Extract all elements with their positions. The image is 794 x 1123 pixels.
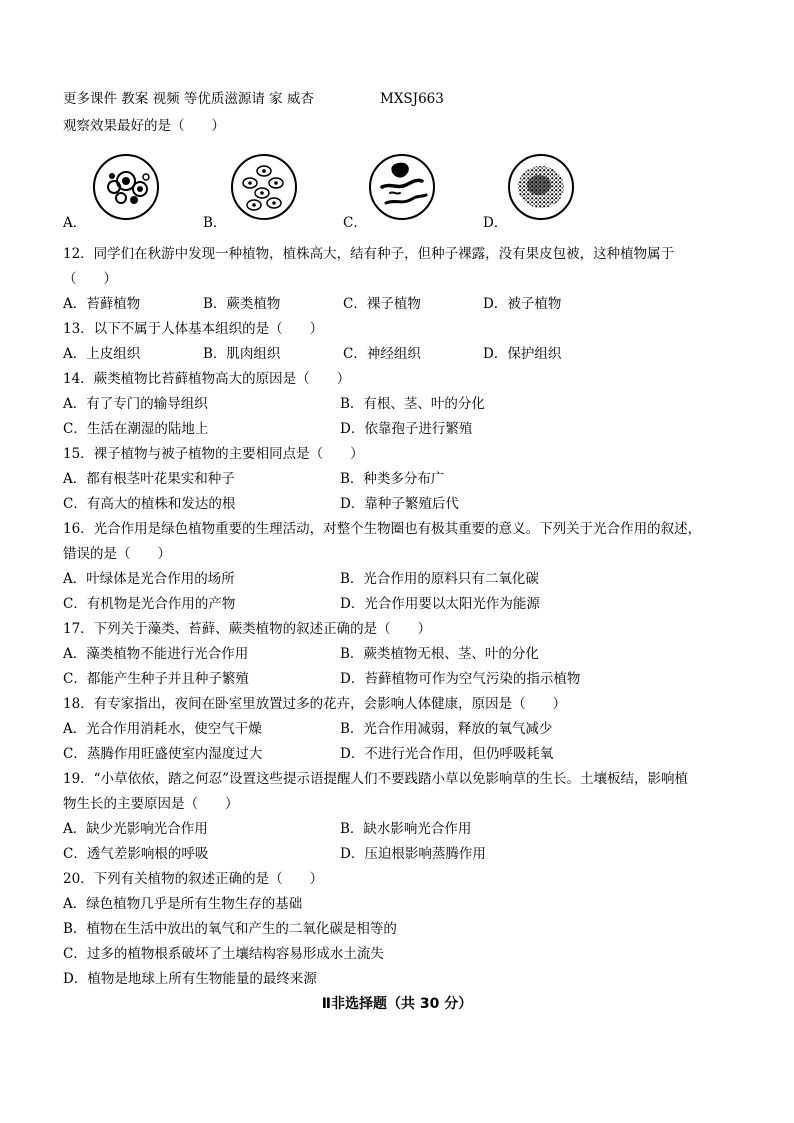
- q15-option-c: C．有高大的植株和发达的根: [63, 496, 236, 512]
- q16-stem-line2: 错误的是（ ）: [63, 546, 171, 562]
- q19-option-b: B．缺水影响光合作用: [340, 821, 472, 837]
- header-promo: 更多课件 教案 视频 等优质滋源请 家 威杏: [63, 91, 314, 107]
- microscope-view-a-image: [92, 153, 160, 221]
- q19-option-a: A．缺少光影响光合作用: [63, 821, 208, 837]
- q20-stem: 20．下列有关植物的叙述正确的是（ ）: [63, 871, 324, 887]
- q12-option-c: C．裸子植物: [343, 296, 421, 312]
- q13-option-c: C．神经组织: [343, 346, 421, 362]
- q18-option-b: B．光合作用减弱，释放的氧气减少: [340, 721, 553, 737]
- section-heading: Ⅱ非选择题（共 30 分）: [321, 996, 473, 1012]
- q18-option-a: A．光合作用消耗水，使空气干燥: [63, 721, 262, 737]
- q16-stem-line1: 16．光合作用是绿色植物重要的生理活动，对整个生物圈也有极其重要的意义。下列关于光合作用的叙述，: [63, 521, 702, 537]
- q13-option-a: A．上皮组织: [63, 346, 141, 362]
- q13-option-b: B．肌肉组织: [203, 346, 281, 362]
- q12-option-b: B．蕨类植物: [203, 296, 281, 312]
- q15-option-a: A．都有根茎叶花果实和种子: [63, 471, 235, 487]
- q19-stem-line1: 19．“小草依依，踏之何忍”设置这些提示语提醒人们不要践踏小草以免影响草的生长。土壤板结，影响植: [63, 771, 688, 787]
- q17-option-b: B．蕨类植物无根、茎、叶的分化: [340, 646, 539, 662]
- q12-stem-line1: 12．同学们在秋游中发现一种植物，植株高大，结有种子，但种子裸露，没有果皮包被，这种植物属于: [63, 246, 675, 262]
- q14-option-a: A．有了专门的输导组织: [63, 396, 208, 412]
- q18-option-d: D．不进行光合作用，但仍呼吸耗氧: [340, 746, 554, 762]
- q16-option-d: D．光合作用要以太阳光作为能源: [340, 596, 540, 612]
- q17-option-c: C．都能产生种子并且种子繁殖: [63, 671, 249, 687]
- q11-option-b-label: B．: [203, 215, 227, 231]
- q12-option-a: A．苔藓植物: [63, 296, 141, 312]
- microscope-view-b-image: [230, 153, 298, 221]
- q15-option-d: D．靠种子繁殖后代: [340, 496, 459, 512]
- q19-option-d: D．压迫根影响蒸腾作用: [340, 846, 486, 862]
- q13-option-d: D．保护组织: [483, 346, 562, 362]
- microscope-view-d-image: [507, 153, 575, 221]
- q11-option-d-label: D．: [483, 215, 508, 231]
- q14-option-b: B．有根、茎、叶的分化: [340, 396, 485, 412]
- q20-option-c: C．过多的植物根系破坏了土壤结构容易形成水土流失: [63, 946, 384, 962]
- q17-option-a: A．藻类植物不能进行光合作用: [63, 646, 249, 662]
- q18-stem: 18．有专家指出，夜间在卧室里放置过多的花卉，会影响人体健康，原因是（ ）: [63, 696, 567, 712]
- q16-option-a: A．叶绿体是光合作用的场所: [63, 571, 235, 587]
- q11-stem-tail: 观察效果最好的是（ ）: [63, 118, 225, 134]
- q17-stem: 17．下列关于藻类、苔藓、蕨类植物的叙述正确的是（ ）: [63, 621, 432, 637]
- q16-option-b: B．光合作用的原料只有二氧化碳: [340, 571, 539, 587]
- q16-option-c: C．有机物是光合作用的产物: [63, 596, 236, 612]
- q11-option-a-label: A．: [63, 215, 87, 231]
- q14-stem: 14．蕨类植物比苔藓植物高大的原因是（ ）: [63, 371, 351, 387]
- q13-stem: 13．以下不属于人体基本组织的是（ ）: [63, 321, 324, 337]
- q20-option-d: D．植物是地球上所有生物能量的最终来源: [63, 971, 317, 987]
- q18-option-c: C．蒸腾作用旺盛使室内湿度过大: [63, 746, 263, 762]
- q12-stem-line2: （ ）: [63, 271, 117, 287]
- q12-option-d: D．被子植物: [483, 296, 562, 312]
- q14-option-d: D．依靠孢子进行繁殖: [340, 421, 473, 437]
- q15-option-b: B．种类多分布广: [340, 471, 445, 487]
- microscope-view-c-image: [368, 153, 436, 221]
- q20-option-a: A．绿色植物几乎是所有生物生存的基础: [63, 896, 303, 912]
- q19-option-c: C．透气差影响根的呼吸: [63, 846, 209, 862]
- q11-option-c-label: C．: [343, 215, 367, 231]
- header-code: MXSJ663: [380, 91, 444, 107]
- q14-option-c: C．生活在潮湿的陆地上: [63, 421, 209, 437]
- q19-stem-line2: 物生长的主要原因是（ ）: [63, 796, 239, 812]
- q20-option-b: B．植物在生活中放出的氧气和产生的二氧化碳是相等的: [63, 921, 397, 937]
- q17-option-d: D．苔藓植物可作为空气污染的指示植物: [340, 671, 581, 687]
- q15-stem: 15．裸子植物与被子植物的主要相同点是（ ）: [63, 446, 364, 462]
